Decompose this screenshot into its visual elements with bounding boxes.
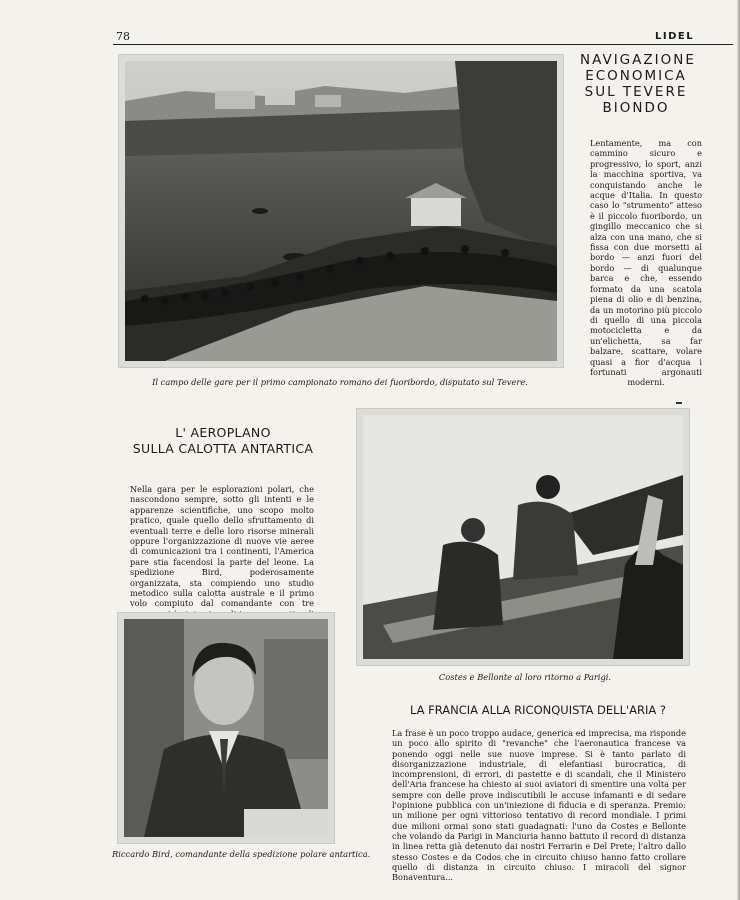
header-rule (113, 44, 733, 45)
page-number: 78 (116, 30, 130, 43)
magazine-name: LIDEL (655, 31, 695, 42)
tevere-headline-line-2: ECONOMICA (585, 68, 687, 84)
aviators-photo-caption: Costes e Bellonte al loro ritorno a Parigi. (438, 672, 612, 682)
bird-photo (117, 612, 335, 844)
tevere-headline (580, 52, 696, 116)
aviators-photo (356, 408, 690, 666)
bird-photo-caption: Riccardo Bird, comandante della spedizione polare antartica. (112, 849, 371, 859)
aeroplano-headline-line-1: L' AEROPLANO (175, 425, 271, 440)
tevere-headline-line-1: NAVIGAZIONE (580, 52, 696, 68)
tevere-photo-caption: Il campo delle gare per il primo campionato romano dei fuoribordo, disputato sul Tevere. (152, 377, 528, 387)
aeroplano-headline (130, 425, 316, 457)
francia-body: La frase è un poco troppo audace, generica ed imprecisa, ma risponde un poco allo spirito di "revanche" che l'aeronautica francese va ponendo oggi nelle sue nuove imprese. Si è tanto parlato di disorganizzazione industriale, di elefantiasi burocratica, di incomprensioni, di errori, di pastette e di scandali, che il Ministero dell'Aria francese ha chiesto ai suoi aviatori di smentire una volta per sempre con delle prove indiscutibili le accuse infamanti e di sedare l'opinione pubblica con un'iniezione di fiducia e di speranza. Premio: un milione per ogni vittorioso tentativo di record mondiale. I primi due milioni ormai sono stati guadagnati: l'uno da Costes e Bellonte che volando da Parigi in Manciuria hanno battuto il record di distanza in linea retta già detenuto dai nostri Ferrarin e Del Prete; l'altro dallo stesso Costes e da Codos che in circuito chiuso hanno fatto crollare quello di distanza in circuito chiuso. I miracoli del signor Bonaventura... (392, 728, 686, 883)
bird-photo-image (124, 619, 328, 837)
corner-mark (676, 402, 682, 404)
aeroplano-body: Nella gara per le esplorazioni polari, che nascondono sempre, sotto gli intenti e le apparenze scientifiche, uno scopo molto pratico, quale quello dello sfruttamento di eventuali terre e delle loro risorse minerali oppure l'organizzazione di nuove vie aeree di comunicazioni tra i continenti, l'America pare stia facendosi la parte del leone. La spedizione Bird, poderosamente organizzata, sta compiendo uno studio metodico sulla calotta australe e il primo volo compiuto dal comandante con tre (130, 484, 314, 609)
tevere-body: Lentamente, ma con cammino sicuro e progressivo, lo sport, anzi la macchina sportiva, va conquistando anche le acque d'Italia. In questo caso lo "strumento" atteso è il piccolo fuoribordo, un gingillo meccanico che si alza con una mano, che si fissa con due morsetti al bordo — anzi fuori del bordo — di qualunque barca e che, essendo formato da una scatola piena di olio e di benzina, da un motorino più piccolo di quello di una piccola motocicletta e da un'elichetta, sa far balzare, scattare, volare quasi a fior d'acqua i fortunati argonauti moderni. (590, 138, 702, 388)
tevere-photo-image (125, 61, 557, 361)
tevere-headline-line-4: BIONDO (602, 100, 670, 116)
francia-headline: LA FRANCIA ALLA RICONQUISTA DELL'ARIA ? (409, 703, 667, 717)
aeroplano-headline-line-2: SULLA CALOTTA ANTARTICA (132, 441, 314, 456)
aviators-photo-image (363, 415, 683, 659)
tevere-headline-line-3: SUL TEVERE (584, 84, 688, 100)
tevere-photo (118, 54, 564, 368)
